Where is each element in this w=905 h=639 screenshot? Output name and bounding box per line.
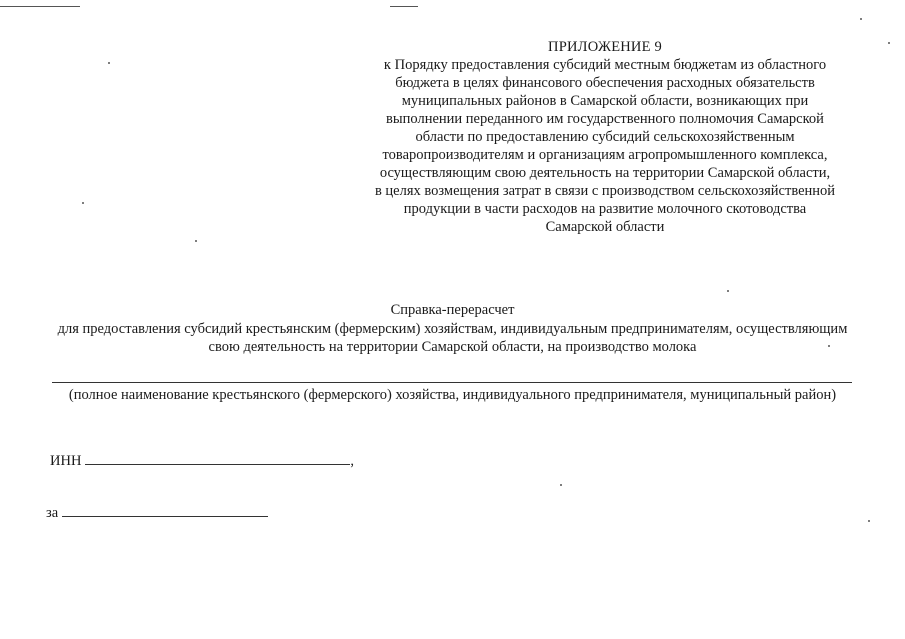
scan-speck bbox=[195, 240, 197, 242]
annex-line: продукции в части расходов на развитие молочного скотоводства bbox=[403, 201, 807, 217]
inn-field-row bbox=[50, 452, 354, 470]
annex-block bbox=[340, 38, 870, 236]
scan-speck bbox=[560, 484, 562, 486]
annex-line: товаропроизводителям и организациям агропромышленного комплекса, bbox=[382, 147, 828, 163]
scan-speck bbox=[828, 345, 830, 347]
scan-speck bbox=[860, 18, 862, 20]
annex-line: области по предоставлению субсидий сельскохозяйственным bbox=[415, 129, 795, 145]
organization-name-caption: (полное наименование крестьянского (фермерского) хозяйства, индивидуального предпринимателя, муниципальный район) bbox=[68, 387, 837, 403]
scan-speck bbox=[82, 202, 84, 204]
annex-line: Самарской области bbox=[545, 219, 665, 235]
scan-speck bbox=[888, 42, 890, 44]
annex-line: муниципальных районов в Самарской области, возникающих при bbox=[401, 93, 809, 109]
annex-line: осуществляющим свою деятельность на территории Самарской области, bbox=[379, 165, 831, 181]
inn-label: ИНН bbox=[50, 453, 82, 469]
annex-line: бюджета в целях финансового обеспечения расходных обязательств bbox=[395, 75, 815, 91]
period-field-row bbox=[46, 504, 268, 522]
inn-blank[interactable] bbox=[85, 463, 350, 465]
annex-line: к Порядку предоставления субсидий местным бюджетам из областного bbox=[383, 57, 827, 73]
certificate-title: Справка-перерасчет bbox=[390, 302, 515, 318]
certificate-subtitle bbox=[20, 320, 885, 356]
annex-line: выполнении переданного им государственного полномочия Самарской bbox=[386, 111, 824, 127]
annex-line: в целях возмещения затрат в связи с производством сельскохозяйственной bbox=[374, 183, 836, 199]
scan-speck bbox=[727, 290, 729, 292]
certificate-subtitle-line: свою деятельность на территории Самарской области, на производство молока bbox=[208, 339, 697, 355]
period-label: за bbox=[46, 505, 59, 521]
period-blank[interactable] bbox=[62, 515, 268, 517]
annex-title: ПРИЛОЖЕНИЕ 9 bbox=[548, 39, 662, 55]
scan-edge-rule bbox=[390, 6, 418, 7]
certificate-subtitle-line: для предоставления субсидий крестьянским (фермерским) хозяйствам, индивидуальным предпринимателям, осуществляющим bbox=[57, 321, 848, 337]
inn-suffix: , bbox=[350, 453, 355, 469]
scan-speck bbox=[868, 520, 870, 522]
scan-edge-rule bbox=[0, 6, 80, 7]
scan-speck bbox=[108, 62, 110, 64]
organization-name-blank[interactable] bbox=[52, 382, 852, 383]
